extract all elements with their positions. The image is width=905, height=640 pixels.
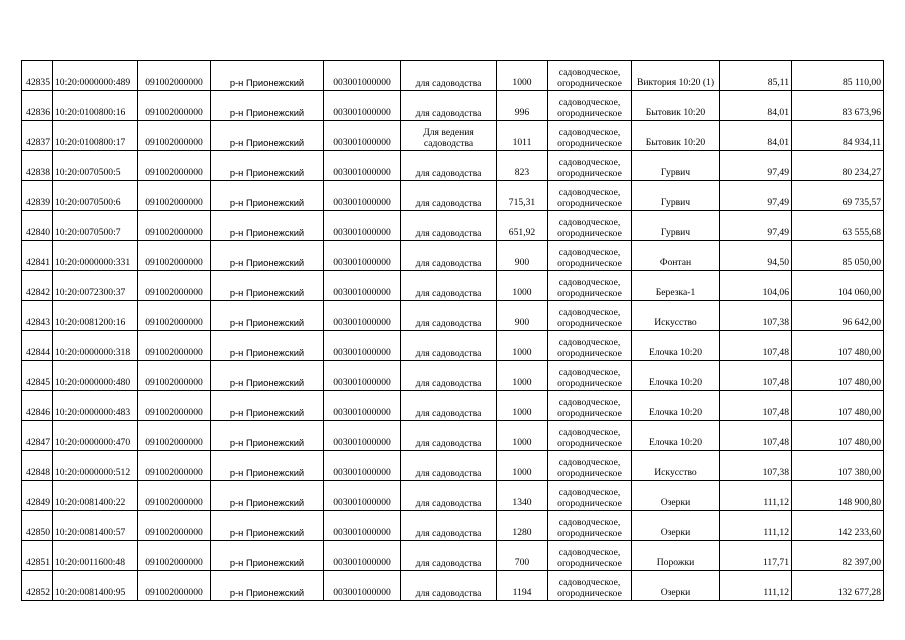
cadastral-value-cell: 107 380,00 (792, 451, 884, 481)
settlement-name-cell: Елочка 10:20 (632, 331, 720, 361)
land-use-cell: для садоводства (401, 451, 497, 481)
row-id-cell: 42843 (22, 301, 53, 331)
district-cell: р-н Прионежский (211, 301, 324, 331)
table-row (22, 511, 884, 541)
land-category-cell (548, 211, 632, 241)
table-row (22, 91, 884, 121)
land-use-cell: для садоводства (401, 61, 497, 91)
land-registry-table (21, 60, 884, 601)
district-cell: р-н Прионежский (211, 511, 324, 541)
cadastral-number-cell: 10:20:0081400:57 (53, 511, 138, 541)
row-id-cell: 42844 (22, 331, 53, 361)
area-cell: 700 (497, 541, 548, 571)
area-cell: 900 (497, 301, 548, 331)
land-category-cell (548, 391, 632, 421)
land-category-line-1: садоводческое, (558, 397, 621, 408)
specific-value-cell: 111,12 (720, 481, 792, 511)
area-cell: 651,92 (497, 211, 548, 241)
settlement-name-cell: Гурвич (632, 151, 720, 181)
area-cell: 1280 (497, 511, 548, 541)
land-category-cell (548, 121, 632, 151)
table-row (22, 361, 884, 391)
area-cell: 1194 (497, 571, 548, 601)
table-row (22, 271, 884, 301)
land-category-line-1: садоводческое, (558, 217, 621, 228)
land-category-line-1: садоводческое, (558, 457, 621, 468)
okato-code-cell: 091002000000 (138, 481, 211, 511)
settlement-name-cell: Елочка 10:20 (632, 361, 720, 391)
district-cell: р-н Прионежский (211, 421, 324, 451)
land-category-line-1: садоводческое, (558, 427, 621, 438)
area-cell: 1000 (497, 61, 548, 91)
land-category-cell (548, 61, 632, 91)
table-row (22, 541, 884, 571)
area-cell: 1000 (497, 331, 548, 361)
okato-code-cell: 091002000000 (138, 181, 211, 211)
cadastral-number-cell: 10:20:0000000:331 (53, 241, 138, 271)
land-use-cell: для садоводства (401, 481, 497, 511)
cadastral-value-cell: 107 480,00 (792, 421, 884, 451)
row-id-cell: 42847 (22, 421, 53, 451)
district-cell: р-н Прионежский (211, 61, 324, 91)
row-id-cell: 42845 (22, 361, 53, 391)
oktmo-code-cell: 003001000000 (324, 61, 401, 91)
settlement-name-cell: Елочка 10:20 (632, 421, 720, 451)
cadastral-number-cell: 10:20:0000000:470 (53, 421, 138, 451)
row-id-cell: 42836 (22, 91, 53, 121)
land-use-cell: для садоводства (401, 571, 497, 601)
oktmo-code-cell: 003001000000 (324, 91, 401, 121)
land-category-line-1: садоводческое, (558, 517, 621, 528)
table-row (22, 481, 884, 511)
oktmo-code-cell: 003001000000 (324, 421, 401, 451)
settlement-name-cell: Озерки (632, 571, 720, 601)
land-category-line-1: садоводческое, (558, 307, 621, 318)
cadastral-value-cell: 96 642,00 (792, 301, 884, 331)
row-id-cell: 42848 (22, 451, 53, 481)
specific-value-cell: 97,49 (720, 151, 792, 181)
oktmo-code-cell: 003001000000 (324, 511, 401, 541)
specific-value-cell: 111,12 (720, 511, 792, 541)
table-row (22, 571, 884, 601)
land-category-line-2: огородническое (557, 378, 622, 389)
district-cell: р-н Прионежский (211, 151, 324, 181)
specific-value-cell: 94,50 (720, 241, 792, 271)
cadastral-value-cell: 85 050,00 (792, 241, 884, 271)
land-use-cell: для садоводства (401, 331, 497, 361)
district-cell: р-н Прионежский (211, 271, 324, 301)
land-category-line-2: огородническое (557, 348, 622, 359)
table-row (22, 331, 884, 361)
land-category-line-1: садоводческое, (558, 127, 621, 138)
land-use-cell: для садоводства (401, 421, 497, 451)
oktmo-code-cell: 003001000000 (324, 121, 401, 151)
okato-code-cell: 091002000000 (138, 331, 211, 361)
land-category-line-2: огородническое (557, 108, 622, 119)
cadastral-number-cell: 10:20:0100800:17 (53, 121, 138, 151)
district-cell: р-н Прионежский (211, 571, 324, 601)
land-category-line-1: садоводческое, (558, 247, 621, 258)
oktmo-code-cell: 003001000000 (324, 451, 401, 481)
oktmo-code-cell: 003001000000 (324, 151, 401, 181)
cadastral-value-cell: 80 234,27 (792, 151, 884, 181)
land-category-line-1: садоводческое, (558, 487, 621, 498)
area-cell: 1000 (497, 421, 548, 451)
oktmo-code-cell: 003001000000 (324, 571, 401, 601)
land-use-cell: для садоводства (401, 181, 497, 211)
okato-code-cell: 091002000000 (138, 271, 211, 301)
land-use-cell: для садоводства (401, 241, 497, 271)
cadastral-number-cell: 10:20:0000000:489 (53, 61, 138, 91)
oktmo-code-cell: 003001000000 (324, 241, 401, 271)
land-category-line-1: садоводческое, (558, 277, 621, 288)
area-cell: 1000 (497, 451, 548, 481)
settlement-name-cell: Бытовик 10:20 (632, 91, 720, 121)
cadastral-number-cell: 10:20:0070500:6 (53, 181, 138, 211)
land-category-line-1: садоводческое, (558, 67, 621, 78)
land-category-line-2: огородническое (557, 168, 622, 179)
oktmo-code-cell: 003001000000 (324, 211, 401, 241)
specific-value-cell: 84,01 (720, 121, 792, 151)
district-cell: р-н Прионежский (211, 121, 324, 151)
area-cell: 900 (497, 241, 548, 271)
district-cell: р-н Прионежский (211, 541, 324, 571)
cadastral-value-cell: 104 060,00 (792, 271, 884, 301)
land-category-line-2: огородническое (557, 78, 622, 89)
land-category-line-1: садоводческое, (558, 367, 621, 378)
land-category-cell (548, 481, 632, 511)
land-use-cell: для садоводства (401, 271, 497, 301)
land-category-line-2: огородническое (557, 318, 622, 329)
row-id-cell: 42850 (22, 511, 53, 541)
table-row (22, 301, 884, 331)
district-cell: р-н Прионежский (211, 91, 324, 121)
cadastral-value-cell: 132 677,28 (792, 571, 884, 601)
okato-code-cell: 091002000000 (138, 361, 211, 391)
land-category-cell (548, 451, 632, 481)
land-category-line-2: огородническое (557, 528, 622, 539)
okato-code-cell: 091002000000 (138, 301, 211, 331)
land-category-cell (548, 361, 632, 391)
land-use-cell: для садоводства (401, 211, 497, 241)
cadastral-number-cell: 10:20:0000000:318 (53, 331, 138, 361)
cadastral-number-cell: 10:20:0000000:512 (53, 451, 138, 481)
cadastral-number-cell: 10:20:0100800:16 (53, 91, 138, 121)
area-cell: 715,31 (497, 181, 548, 211)
land-category-line-2: огородническое (557, 228, 622, 239)
district-cell: р-н Прионежский (211, 361, 324, 391)
area-cell: 1000 (497, 271, 548, 301)
specific-value-cell: 111,12 (720, 571, 792, 601)
oktmo-code-cell: 003001000000 (324, 481, 401, 511)
specific-value-cell: 107,38 (720, 301, 792, 331)
row-id-cell: 42837 (22, 121, 53, 151)
land-category-line-2: огородническое (557, 468, 622, 479)
table-row (22, 61, 884, 91)
settlement-name-cell: Искусство (632, 451, 720, 481)
cadastral-value-cell: 84 934,11 (792, 121, 884, 151)
land-use-cell: для садоводства (401, 541, 497, 571)
land-category-line-2: огородническое (557, 138, 622, 149)
area-cell: 1000 (497, 361, 548, 391)
row-id-cell: 42840 (22, 211, 53, 241)
okato-code-cell: 091002000000 (138, 61, 211, 91)
cadastral-value-cell: 142 233,60 (792, 511, 884, 541)
specific-value-cell: 97,49 (720, 211, 792, 241)
specific-value-cell: 107,48 (720, 361, 792, 391)
area-cell: 1340 (497, 481, 548, 511)
oktmo-code-cell: 003001000000 (324, 391, 401, 421)
land-category-line-1: садоводческое, (558, 337, 621, 348)
table-row (22, 451, 884, 481)
cadastral-number-cell: 10:20:0011600:48 (53, 541, 138, 571)
land-category-cell (548, 271, 632, 301)
specific-value-cell: 84,01 (720, 91, 792, 121)
district-cell: р-н Прионежский (211, 211, 324, 241)
settlement-name-cell: Гурвич (632, 211, 720, 241)
okato-code-cell: 091002000000 (138, 571, 211, 601)
okato-code-cell: 091002000000 (138, 151, 211, 181)
okato-code-cell: 091002000000 (138, 391, 211, 421)
row-id-cell: 42849 (22, 481, 53, 511)
land-category-cell (548, 91, 632, 121)
area-cell: 823 (497, 151, 548, 181)
specific-value-cell: 85,11 (720, 61, 792, 91)
cadastral-value-cell: 82 397,00 (792, 541, 884, 571)
area-cell: 1011 (497, 121, 548, 151)
settlement-name-cell: Озерки (632, 511, 720, 541)
cadastral-value-cell: 148 900,80 (792, 481, 884, 511)
table-row (22, 421, 884, 451)
settlement-name-cell: Виктория 10:20 (1) (632, 61, 720, 91)
oktmo-code-cell: 003001000000 (324, 331, 401, 361)
district-cell: р-н Прионежский (211, 181, 324, 211)
area-cell: 1000 (497, 391, 548, 421)
cadastral-number-cell: 10:20:0081400:95 (53, 571, 138, 601)
cadastral-value-cell: 63 555,68 (792, 211, 884, 241)
cadastral-number-cell: 10:20:0070500:5 (53, 151, 138, 181)
district-cell: р-н Прионежский (211, 481, 324, 511)
land-category-line-2: огородническое (557, 258, 622, 269)
land-category-line-1: садоводческое, (558, 97, 621, 108)
cadastral-value-cell: 107 480,00 (792, 391, 884, 421)
land-category-cell (548, 571, 632, 601)
specific-value-cell: 104,06 (720, 271, 792, 301)
settlement-name-cell: Березка-1 (632, 271, 720, 301)
settlement-name-cell: Порожки (632, 541, 720, 571)
oktmo-code-cell: 003001000000 (324, 181, 401, 211)
cadastral-number-cell: 10:20:0000000:483 (53, 391, 138, 421)
okato-code-cell: 091002000000 (138, 421, 211, 451)
land-category-line-2: огородническое (557, 198, 622, 209)
land-category-line-2: огородническое (557, 588, 622, 599)
okato-code-cell: 091002000000 (138, 451, 211, 481)
land-use-cell: для садоводства (401, 361, 497, 391)
land-category-line-2: огородническое (557, 558, 622, 569)
cadastral-value-cell: 107 480,00 (792, 331, 884, 361)
land-use-cell: для садоводства (401, 511, 497, 541)
cadastral-number-cell: 10:20:0081200:16 (53, 301, 138, 331)
oktmo-code-cell: 003001000000 (324, 301, 401, 331)
land-category-cell (548, 331, 632, 361)
land-category-line-1: садоводческое, (558, 157, 621, 168)
table-row (22, 211, 884, 241)
cadastral-value-cell: 85 110,00 (792, 61, 884, 91)
settlement-name-cell: Елочка 10:20 (632, 391, 720, 421)
area-cell: 996 (497, 91, 548, 121)
settlement-name-cell: Гурвич (632, 181, 720, 211)
specific-value-cell: 107,48 (720, 331, 792, 361)
land-category-line-2: огородническое (557, 498, 622, 509)
table-row (22, 391, 884, 421)
cadastral-value-cell: 83 673,96 (792, 91, 884, 121)
row-id-cell: 42842 (22, 271, 53, 301)
specific-value-cell: 117,71 (720, 541, 792, 571)
land-category-cell (548, 421, 632, 451)
land-category-cell (548, 241, 632, 271)
land-category-cell (548, 151, 632, 181)
land-use-cell: для садоводства (401, 151, 497, 181)
land-use-cell: для садоводства (401, 391, 497, 421)
land-category-cell (548, 301, 632, 331)
settlement-name-cell: Бытовик 10:20 (632, 121, 720, 151)
settlement-name-cell: Искусство (632, 301, 720, 331)
land-category-line-2: огородническое (557, 288, 622, 299)
cadastral-number-cell: 10:20:0070500:7 (53, 211, 138, 241)
district-cell: р-н Прионежский (211, 451, 324, 481)
land-use-cell: для садоводства (401, 301, 497, 331)
table-body (22, 61, 884, 601)
okato-code-cell: 091002000000 (138, 91, 211, 121)
table-row (22, 121, 884, 151)
table-row (22, 181, 884, 211)
row-id-cell: 42852 (22, 571, 53, 601)
okato-code-cell: 091002000000 (138, 511, 211, 541)
land-category-line-1: садоводческое, (558, 187, 621, 198)
table-row (22, 151, 884, 181)
oktmo-code-cell: 003001000000 (324, 271, 401, 301)
specific-value-cell: 107,38 (720, 451, 792, 481)
row-id-cell: 42838 (22, 151, 53, 181)
oktmo-code-cell: 003001000000 (324, 361, 401, 391)
land-use-cell: Для ведения садоводства (401, 121, 497, 151)
cadastral-value-cell: 107 480,00 (792, 361, 884, 391)
row-id-cell: 42841 (22, 241, 53, 271)
land-category-cell (548, 181, 632, 211)
cadastral-number-cell: 10:20:0081400:22 (53, 481, 138, 511)
oktmo-code-cell: 003001000000 (324, 541, 401, 571)
specific-value-cell: 107,48 (720, 421, 792, 451)
cadastral-number-cell: 10:20:0072300:37 (53, 271, 138, 301)
settlement-name-cell: Озерки (632, 481, 720, 511)
district-cell: р-н Прионежский (211, 391, 324, 421)
land-category-cell (548, 511, 632, 541)
row-id-cell: 42839 (22, 181, 53, 211)
okato-code-cell: 091002000000 (138, 211, 211, 241)
row-id-cell: 42835 (22, 61, 53, 91)
district-cell: р-н Прионежский (211, 331, 324, 361)
okato-code-cell: 091002000000 (138, 241, 211, 271)
land-category-line-2: огородническое (557, 438, 622, 449)
settlement-name-cell: Фонтан (632, 241, 720, 271)
land-category-line-1: садоводческое, (558, 577, 621, 588)
row-id-cell: 42851 (22, 541, 53, 571)
specific-value-cell: 107,48 (720, 391, 792, 421)
okato-code-cell: 091002000000 (138, 121, 211, 151)
land-use-cell: для садоводства (401, 91, 497, 121)
land-category-line-2: огородническое (557, 408, 622, 419)
table-row (22, 241, 884, 271)
okato-code-cell: 091002000000 (138, 541, 211, 571)
cadastral-number-cell: 10:20:0000000:480 (53, 361, 138, 391)
cadastral-value-cell: 69 735,57 (792, 181, 884, 211)
row-id-cell: 42846 (22, 391, 53, 421)
specific-value-cell: 97,49 (720, 181, 792, 211)
land-category-cell (548, 541, 632, 571)
district-cell: р-н Прионежский (211, 241, 324, 271)
land-category-line-1: садоводческое, (558, 547, 621, 558)
